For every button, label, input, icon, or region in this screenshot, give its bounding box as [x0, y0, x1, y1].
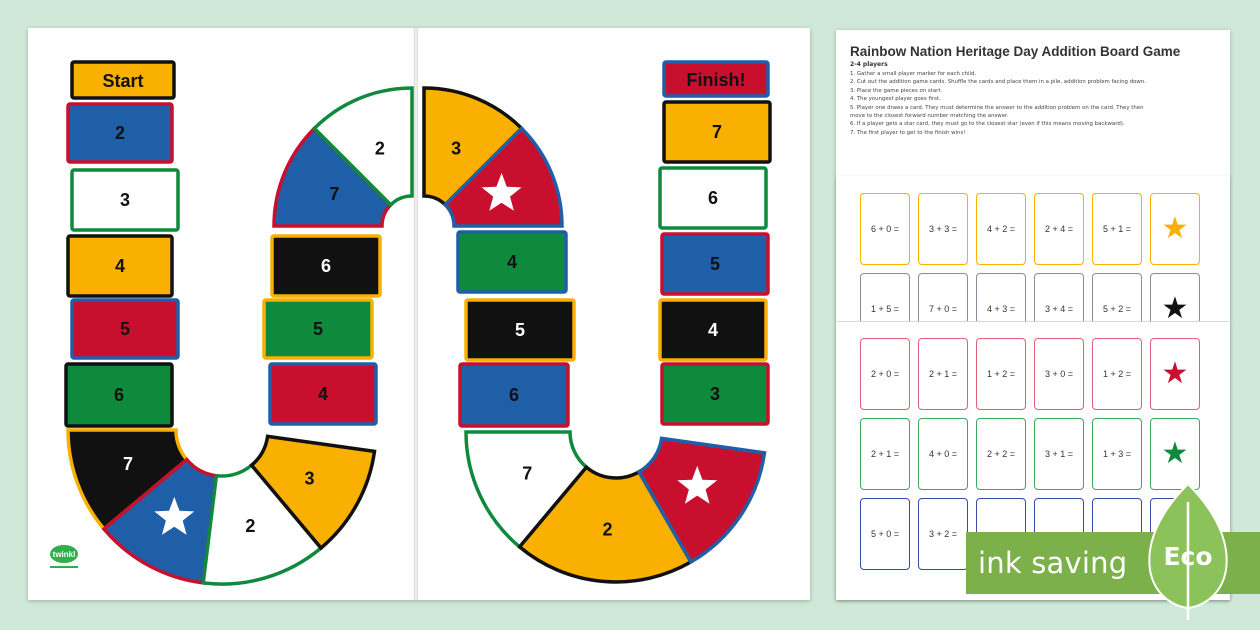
- instructions-subtitle: 2-4 players: [850, 61, 888, 68]
- star-card[interactable]: [1150, 193, 1200, 265]
- finish-tile: [664, 62, 768, 96]
- board-tile-right-7-number: 2: [602, 519, 613, 540]
- card-equation: 1 + 5 =: [870, 304, 900, 314]
- card-equation: 2 + 1 =: [928, 369, 958, 379]
- board-tile-left-8-number: 2: [245, 515, 256, 536]
- star-icon: ★: [1161, 292, 1189, 321]
- card-equation: 2 + 0 =: [870, 369, 900, 379]
- card-equation: 4 + 2 =: [986, 224, 1016, 234]
- board-tile-right-5-number: 6: [508, 385, 520, 405]
- card-equation: 4 + 3 =: [986, 304, 1016, 314]
- addition-card[interactable]: [1034, 338, 1084, 410]
- addition-card[interactable]: [976, 273, 1026, 321]
- board-tile-left-4-number: 5: [119, 319, 131, 339]
- instructions-panel: [836, 30, 1230, 180]
- card-equation: 7 + 0 =: [928, 304, 958, 314]
- board-tile-right-11-number: 5: [709, 254, 721, 274]
- board-tile-left-9-number: 3: [304, 468, 315, 489]
- instruction-step: move to the closest forward number matching the answer.: [850, 113, 1009, 120]
- board-tile-left-6-number: 7: [122, 454, 134, 475]
- star-icon: ★: [1161, 437, 1189, 470]
- star-card[interactable]: [1150, 418, 1200, 490]
- star-card[interactable]: [1150, 338, 1200, 410]
- eco-badge-label: Eco: [1163, 542, 1213, 571]
- addition-card[interactable]: [1034, 193, 1084, 265]
- addition-card[interactable]: [860, 418, 910, 490]
- board-tile-left-10-number: 4: [317, 384, 329, 404]
- card-equation: 2 + 2 =: [986, 449, 1016, 459]
- star-icon: ★: [1161, 357, 1189, 390]
- addition-card[interactable]: [918, 193, 968, 265]
- card-grid-1: [860, 193, 1200, 321]
- board-tile-right-4-number: 5: [514, 320, 526, 340]
- board-tile-left-1-number: 2: [114, 123, 126, 143]
- instruction-step: 5. Player one draws a card. They must determine the answer to the addition problem on the card. They then: [850, 104, 1144, 111]
- card-equation: 5 + 0 =: [870, 529, 900, 539]
- instructions-list: [850, 70, 1218, 137]
- board-tile-left-2-number: 3: [119, 190, 131, 210]
- instruction-step: 3. Place the game pieces on start.: [850, 87, 943, 94]
- board-tile-left-5-number: 6: [113, 385, 125, 405]
- addition-card[interactable]: [1034, 418, 1084, 490]
- card-equation: 1 + 2 =: [1102, 369, 1132, 379]
- addition-card[interactable]: [918, 418, 968, 490]
- addition-card[interactable]: [1092, 273, 1142, 321]
- card-equation: 5 + 2 =: [1102, 304, 1132, 314]
- addition-card[interactable]: [860, 193, 910, 265]
- card-equation: 3 + 3 =: [928, 224, 958, 234]
- card-equation: 1 + 3 =: [1102, 449, 1132, 459]
- star-card[interactable]: [1150, 273, 1200, 321]
- start-tile: [72, 62, 174, 98]
- board-tile-left-3-number: 4: [114, 256, 126, 276]
- card-equation: 5 + 1 =: [1102, 224, 1132, 234]
- card-equation: 1 + 2 =: [986, 369, 1016, 379]
- finish-label: Finish!: [686, 70, 746, 90]
- card-equation: 3 + 2 =: [928, 529, 958, 539]
- twinkl-logo: [46, 540, 90, 574]
- card-sheet-1: [836, 176, 1230, 321]
- addition-card[interactable]: [1092, 418, 1142, 490]
- addition-card[interactable]: [860, 273, 910, 321]
- card-equation: 3 + 4 =: [1044, 304, 1074, 314]
- card-equation: 6 + 0 =: [870, 224, 900, 234]
- instruction-step: 1. Gather a small player marker for each child.: [850, 71, 977, 77]
- instruction-step: 2. Cut out the addition game cards. Shuffle the cards and place them in a pile, addition problem facing down.: [850, 79, 1146, 86]
- start-label: Start: [102, 71, 144, 91]
- board-tile-left-11-number: 5: [312, 319, 324, 339]
- addition-card[interactable]: [1092, 338, 1142, 410]
- card-equation: 3 + 1 =: [1044, 449, 1074, 459]
- addition-card[interactable]: [860, 338, 910, 410]
- twinkl-logo-text: twinkl: [52, 550, 76, 559]
- board-tile-right-6-number: 7: [522, 463, 533, 484]
- board-tile-left-13-number: 7: [329, 183, 340, 204]
- star-icon: ★: [1161, 212, 1189, 245]
- instructions-title: Rainbow Nation Heritage Day Addition Board Game: [850, 44, 1181, 59]
- instruction-step: 7. The first player to get to the finish wins!: [850, 129, 966, 136]
- board-tile-right-10-number: 4: [707, 320, 719, 340]
- card-equation: 3 + 0 =: [1044, 369, 1074, 379]
- board-tile-right-9-number: 3: [709, 384, 721, 404]
- addition-card[interactable]: [1092, 193, 1142, 265]
- board-tile-left-12-number: 6: [320, 256, 332, 276]
- board-tile-right-3-number: 4: [506, 252, 518, 272]
- instruction-step: 4. The youngest player goes first.: [850, 96, 941, 103]
- instruction-step: 6. If a player gets a star card, they must go to the closest star (even if this means moving backward).: [850, 121, 1125, 128]
- addition-card[interactable]: [976, 193, 1026, 265]
- card-equation: 4 + 0 =: [928, 449, 958, 459]
- addition-card[interactable]: [860, 498, 910, 570]
- eco-banner-text: ink saving: [978, 546, 1128, 580]
- addition-card[interactable]: [976, 418, 1026, 490]
- addition-card[interactable]: [918, 338, 968, 410]
- addition-card[interactable]: [918, 273, 968, 321]
- addition-card[interactable]: [1034, 273, 1084, 321]
- card-equation: 2 + 1 =: [870, 449, 900, 459]
- board-tile-right-1-number: 3: [451, 138, 462, 159]
- board-tile-left-14-number: 2: [374, 138, 385, 159]
- board-tile-right-12-number: 6: [707, 188, 719, 208]
- board-tile-right-13-number: 7: [711, 122, 723, 142]
- card-equation: 2 + 4 =: [1044, 224, 1074, 234]
- addition-card[interactable]: [976, 338, 1026, 410]
- addition-card[interactable]: [918, 498, 968, 570]
